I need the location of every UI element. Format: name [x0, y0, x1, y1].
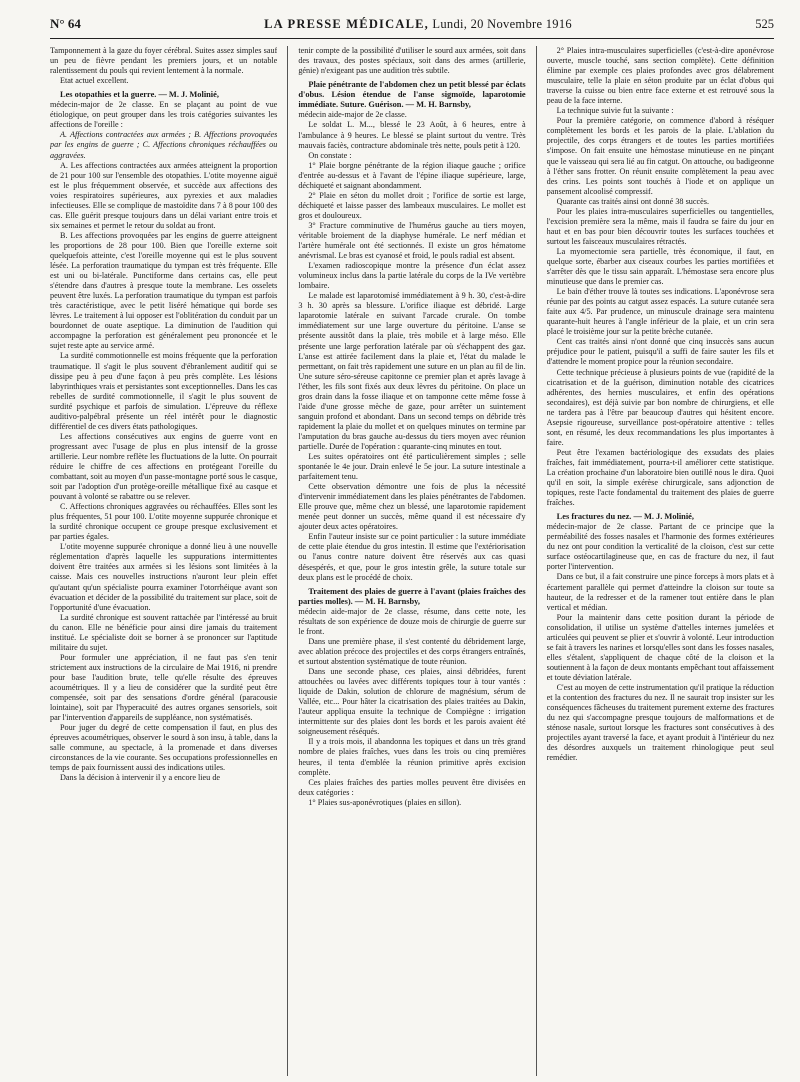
paragraph: 3° Fracture comminutive de l'humérus gauche au tiers moyen, véritable broiement de la diaphyse humérale. Le nerf médian et l'artère humérale ont été sectionnés. Il existe un gros hématome anévrismal. Le bras est cyanosé et froid, le pouls radial est absent.: [298, 220, 526, 261]
paragraph: C'est au moyen de cette instrumentation qu'il pratique la réduction et la contention des fractures du nez. Il ne saurait trop insister sur les conséquences fâcheuses du traitement purement externe des fractures du nez qui s'accompagne presque toujours de malformations et de sténose nasale, surtout lorsque les fractures sont consécutives à des projectiles ayant traversé la face, et ayant produit à l'intérieur du nez des désordres auxquels un traitement rhinologique peut seul remédier.: [546, 683, 774, 763]
paragraph: 1° Plaies sus-aponévrotiques (plaies en sillon).: [308, 797, 462, 807]
paragraph: On constate :: [308, 150, 352, 160]
column-divider: [536, 46, 537, 1076]
paragraph: 2° Plaie en séton du mollet droit ; l'orifice de sortie est large, déchiqueté et laisse passer des lambeaux musculaires. Le mollet est gros et douloureux.: [298, 190, 526, 220]
paragraph: Pour les plaies intra-musculaires superficielles ou tangentielles, l'excision première sera la même, mais il faudra se faire du jour en haut et en bas pour bien découvrir toutes les surfaces touchées et surtout les faisceaux musculaires rétractés.: [546, 206, 774, 246]
paragraph: Tamponnement à la gaze du foyer cérébral. Suites assez simples sauf un peu de fièvre pendant les premiers jours, et un notable ralentissement du pouls qui revient lentement à la normale.: [50, 46, 278, 76]
paragraph: 1° Plaie borgne pénétrante de la région iliaque gauche ; orifice d'entrée au-dessus et à l'avant de l'épine iliaque supérieure, large, déchiqueté et saignant abondamment.: [298, 160, 526, 190]
paragraph: Cent cas traités ainsi n'ont donné que cinq insuccès sans aucun préjudice pour le patient, puisqu'il a suffi de faire sauter les fils et d'attendre le moment propice pour la réunion secondaire.: [546, 337, 774, 367]
paragraph: Les affections consécutives aux engins de guerre vont en progressant avec l'usage de plus en plus intensif de la grosse artillerie. Leur nombre reflète les fluctuations de la lutte. On pourrait réduire le chiffre de ces affections en protégeant l'oreille du combattant, soit au moyen d'un passe-montagne porté sous le casque, soit par l'adoption d'un protège-oreille métallique fixé au casque et pouvant à volonté se rabattre ou se relever.: [50, 431, 278, 502]
column-3: [547, 46, 774, 1076]
paragraph: Dans la décision à intervenir il y a encore lieu de: [60, 773, 221, 783]
paragraph: Pour la première catégorie, on commence d'abord à réséquer complètement les bords et les parois de la plaie. L'ablation du projectile, des corps étrangers et de toutes les parties mortifiées s'impose. On fait ensuite une hémostase minutieuse en ne pinçant que le vaisseau qui sera lié au fin catgut. On attouche, ou badigeonne à l'éther sans frotter. On réunit ensuite complètement la peau avec des crins. Les points sont touchés à l'iode et on applique un pansement alcoolisé compressif.: [546, 116, 774, 196]
paragraph: Quarante cas traités ainsi ont donné 38 succès.: [556, 196, 709, 206]
paragraph: L'examen radioscopique montre la présence d'un éclat assez volumineux inclus dans la partie latérale du corps de la IVe vertèbre lombaire.: [298, 261, 526, 291]
paragraph: La surdité commotionnelle est moins fréquente que la perforation traumatique. Il s'agit le plus souvent d'ébranlement auditif qui se dissipe peu à peu d'une façon à peu près complète. Les lésions labyrinthiques vrais et persistantes sont exceptionnelles. Dans les cas rebelles de surdité commotionnelle, il s'agit le plus souvent de surdité psychique et parfois de simulation. L'épreuve du réflexe auditivo-palpébral présente un réel intérêt pour le diagnostic différentiel de ces divers états pathologiques.: [50, 351, 278, 431]
paragraph: Cette observation démontre une fois de plus la nécessité d'intervenir immédiatement dans les plaies pénétrantes de l'abdomen. Elle prouve que, même chez un blessé, une laparotomie rapidement menée peut donner un succès, même quand il est nécessaire d'y ajouter deux actes opératoires.: [298, 482, 526, 532]
paragraph: A. Affections contractées aux armées ; B. Affections provoquées par les engins de guerre ; C. Affections chroniques réchauffées ou aggravées.: [50, 130, 278, 160]
paragraph: Ces plaies fraîches des parties molles peuvent être divisées en deux catégories :: [298, 777, 526, 797]
column-1: [50, 46, 277, 1076]
paragraph: Il y a trois mois, il abandonna les topiques et dans un très grand nombre de plaies fraîches, vues dans les trois ou cinq premières heures, il tenta d'emblée la réunion primitive après excision complète.: [298, 737, 526, 777]
paragraph: C. Affections chroniques aggravées ou réchauffées. Elles sont les plus fréquentes, 51 pour 100. L'otite moyenne suppurée chronique et la surdité chronique occupent ce groupe presque exclusivement et par parties égales.: [50, 502, 278, 542]
paragraph: A. Les affections contractées aux armées atteignent la proportion de 21 pour 100 sur l'ensemble des otopathies. L'otite moyenne aiguë est le plus fréquemment observée, et succède aux affections des voies respiratoires supérieures, aux pyrexies et aux maladies infectieuses. Elle se complique de mastoïdite dans 7 à 8 pour 100 des cas. Elle guérit presque toujours dans un délai variant entre trois et six semaines et permet le retour du soldat au front.: [50, 160, 278, 230]
paragraph: La surdité chronique est souvent rattachée par l'intéressé au bruit du canon. Elle ne bénéficie pour ainsi dire jamais du traitement institué. Le spécialiste doit se borner à se prononcer sur l'aptitude militaire du sujet.: [50, 612, 278, 652]
paragraph: Pour la maintenir dans cette position durant la période de consolidation, il utilise un système d'attelles internes jumelées et articulées qui peuvent se plier et s'ouvrir à volonté. Leur introduction se fait à travers les narines et lorsqu'elles sont dans les fosses nasales, elles s'étalent, s'appliquent de chaque côté de la cloison et la soutiennent à la façon de deux montants empêchant tout affaissement et toute déviation latérale.: [546, 612, 774, 682]
journal-name: LA PRESSE MÉDICALE,: [264, 17, 429, 31]
paragraph: Le soldat L. M..., blessé le 23 Août, à 6 heures, entre à l'ambulance à 9 heures. Le blessé se plaint surtout du ventre. Très mauvais faciès, contracture abdominale très nette, pouls petit à 120.: [298, 120, 526, 150]
paragraph: Etat actuel excellent.: [60, 76, 129, 86]
paragraph: médecin-major de 2e classe. Partant de ce principe que la perméabilité des fosses nasales et l'harmonie des formes extérieures du nez ont pour condition la verticalité de la cloison, c'est sur cette surface ostéocartilagineuse que, en cas de fracture du nez, il faut porter l'intervention.: [546, 522, 774, 572]
text-columns: [50, 46, 774, 1076]
paragraph: La technique suivie fut la suivante :: [556, 106, 674, 116]
page-header: [50, 16, 774, 38]
header-rule: [50, 38, 774, 39]
paragraph: Cette technique précieuse à plusieurs points de vue (rapidité de la cicatrisation et de la guérison, diminution notable des cicatrices adhérentes, des hernies musculaires, et enfin des opérations secondaires), est déjà suivie par bon nombre de chirurgiens, et elle ne tardera pas à l'être par beaucoup d'autres qui hésitent encore. Asepsie rigoureuse, surveillance post-opératoire attentive : telles sont, en résumé, les deux recommandations les plus importantes à faire.: [546, 367, 774, 447]
paragraph: médecin aide-major de 2e classe, résume, dans cette note, les résultats de son expérience de douze mois de chirurgie de guerre sur le front.: [298, 606, 526, 636]
paragraph: Pour juger du degré de cette compensation il faut, en plus des épreuves acoumétriques, observer le sourd à son insu, à table, dans la salle commune, au spectacle, à la promenade et dans diverses circonstances de la vie courante. Ses occupations professionnelles en temps de paix fournissent aussi des indications utiles.: [50, 723, 278, 773]
issue-date: Lundi, 20 Novembre 1916: [432, 17, 572, 31]
paragraph: médecin aide-major de 2e classe.: [298, 110, 407, 120]
running-title: [264, 17, 572, 32]
column-divider: [287, 46, 288, 1076]
paragraph: médecin-major de 2e classe. En se plaçant au point de vue étiologique, on peut grouper dans les trois catégories suivantes les affections de l'oreille :: [50, 100, 278, 130]
paragraph: Les suites opératoires ont été particulièrement simples ; selle spontanée le 4e jour. Drain enlevé le 5e jour. La suture intestinale a parfaitement tenu.: [298, 452, 526, 482]
paragraph: Le malade est laparotomisé immédiatement à 9 h. 30, c'est-à-dire 3 h. 30 après sa blessure. L'orifice iliaque est débridé. Large laparotomie latérale en suivant l'arcade crurale. On tombe immédiatement sur une large ouverture du péritoine. L'anse se présente aussitôt dans la plaie, très mobile et à large méso. Elle présente une large perforation latérale par où s'échappent des gaz. L'anse est attirée facilement dans la plaie et, l'état du malade le permettant, on fait très rapidement une suture en un plan au fil de lin. Une suture séro-séreuse capitonne ce premier plan et après lavage à l'éther, les fils sont fixés aux deux lèvres du péritoine. On place un gros drain dans la fosse iliaque et on tamponne cette même fosse à l'aide d'une grosse mèche de gaze, pour arrêter un suintement sanguin profond et abondant. Dans un second temps on débride très rapidement la plaie du mollet et on quelques minutes on termine par l'amputation du bras gauche au-dessus du tiers moyen avec réunion partielle. Durée de l'opération : quarante-cinq minutes en tout.: [298, 291, 526, 451]
paragraph: Pour formuler une appréciation, il ne faut pas s'en tenir strictement aux instructions de la circulaire de Mai 1916, ni prendre pour base l'audition brute, telle qu'elle résulte des épreuves acoumétriques. Il y a lieu de considérer que la surdité peut être compensée, soit par des sensations d'ordre général (paracousie lointaine), soit par l'hyperacuité des autres organes sensoriels, soit par l'intervention d'appareils de suppléance, non systématisés.: [50, 652, 278, 723]
section-heading: Les fractures du nez. — M. J. Molinié,: [556, 512, 694, 522]
paragraph: Peut être l'examen bactériologique des exsudats des plaies fraîches, fait immédiatement, pourra-t-il améliorer cette statistique. La création prochaine d'un laboratoire bien outillé nous le dira. Quoi qu'il en soit, la simple exérèse chirurgicale, sans adjonction de topiques, reste l'acte fondamental du traitement des plaies de guerre fraîches.: [546, 447, 774, 508]
paragraph: Dans ce but, il a fait construire une pince forceps à mors plats et à écartement parallèle qui permet d'atteindre la cloison sur toute sa hauteur, de la redresser et de la ramener tout entière dans le plan vertical et médian.: [546, 572, 774, 612]
paragraph: 2° Plaies intra-musculaires superficielles (c'est-à-dire aponévrose ouverte, muscle touché, sans section complète). Cette définition élimine par exemple ces plaies profondes avec gros délabrement musculaire, telle la plaie en séton produite par un éclat d'obus qui traverse la cuisse ou bien entre face externe et est retrouvé sous la peau de la face interne.: [546, 46, 774, 106]
page-number: 525: [755, 17, 774, 31]
paragraph: Dans une seconde phase, ces plaies, ainsi débridées, furent attouchées ou lavées avec différents topiques tour à tour vantés : liquide de Dakin, solution de chlorure de magnésium, sérum de Vallée, etc... Pour hâter la cicatrisation des plaies traitées au Dakin, l'auteur appliqua ensuite la technique de Compiègne : irrigation intermittente sur des plaies dont les bords et les parois avaient été soigneusement réséqués.: [298, 667, 526, 737]
section-heading: Les otopathies et la guerre. — M. J. Molinié,: [60, 90, 219, 100]
issue-number: N° 64: [50, 16, 81, 31]
paragraph: L'otite moyenne suppurée chronique a donné lieu à une nouvelle réglementation d'après laquelle les suppurations intermittentes doivent être traitées aux armées si les lésions sont limitées à la caisse. Mais ces nouvelles instructions n'auront leur plein effet qu'autant qu'un spécialiste pourra examiner l'otorrhéique avant son évacuation et décider de la possibilité du traitement sur place, soit de l'opportunité d'une évacuation.: [50, 542, 278, 612]
paragraph: La myomectomie sera partielle, très économique, il faut, en quelque sorte, ébarber aux ciseaux courbes les parties mortifiées et s'arrêter dès que le tissu sain apparaît. L'hémostase sera encore plus minutieuse que dans le premier cas.: [546, 246, 774, 287]
column-2: [298, 46, 525, 1076]
paragraph: Enfin l'auteur insiste sur ce point particulier : la suture immédiate de cette plaie étendue du gros intestin. Il estime que l'extériorisation ou l'anus contre nature doivent être réservés aux cas quasi désespérés, et que, pour le gros intestin grêle, la suture totale sur deux plans est le procédé de choix.: [298, 532, 526, 582]
paragraph: Le bain d'éther trouve là toutes ses indications. L'aponévrose sera réunie par des points au catgut assez espacés. La suture cutanée sera faite aux 4/5. Par prudence, un minuscule drainage sera maintenu quarante-huit heures à l'angle inférieur de la plaie, et un crin sera placé le troisième jour sur la petite brèche cutanée.: [546, 287, 774, 337]
paragraph: Dans une première phase, il s'est contenté du débridement large, avec ablation précoce des projectiles et des corps étrangers entraînés, et surtout abstention systématique de toute réunion.: [298, 636, 526, 667]
paragraph: B. Les affections provoquées par les engins de guerre atteignent les proportions de 28 pour 100. Bien que l'oreille externe soit quelquefois atteinte, c'est l'oreille moyenne qui est le plus souvent lésée. La perforation traumatique du tympan est très fréquente. Elle est uni ou bi-latérale. Punctiforme dans certains cas, elle peut s'étendre dans d'autres à presque toute la membrane. Les osselets peuvent être luxés. La perforation traumatique du tympan est parfois très caractéristique, avec le petit liséré hématique qui borde ses lèvres. Le traitement à lui opposer est l'oblitération du conduit par un bourdonnet de ouate aseptique. La diminution de l'audition qui accompagne la perforation est généralement peu prononcée et le sujet reste apte au service armé.: [50, 230, 278, 351]
paragraph: tenir compte de la possibilité d'utiliser le sourd aux armées, soit dans des travaux, des postes spéciaux, soit dans des armes (artillerie, génie) n'exigeant pas une audition très subtile.: [298, 46, 526, 76]
section-heading: Traitement des plaies de guerre à l'avant (plaies fraîches des parties molles). — M. H. Barnsby,: [298, 586, 526, 606]
section-heading: Plaie pénétrante de l'abdomen chez un petit blessé par éclats d'obus. Lésion étendue de l'anse sigmoïde, laparotomie immédiate. Suture. Guérison. — M. H. Barnsby,: [298, 80, 526, 110]
